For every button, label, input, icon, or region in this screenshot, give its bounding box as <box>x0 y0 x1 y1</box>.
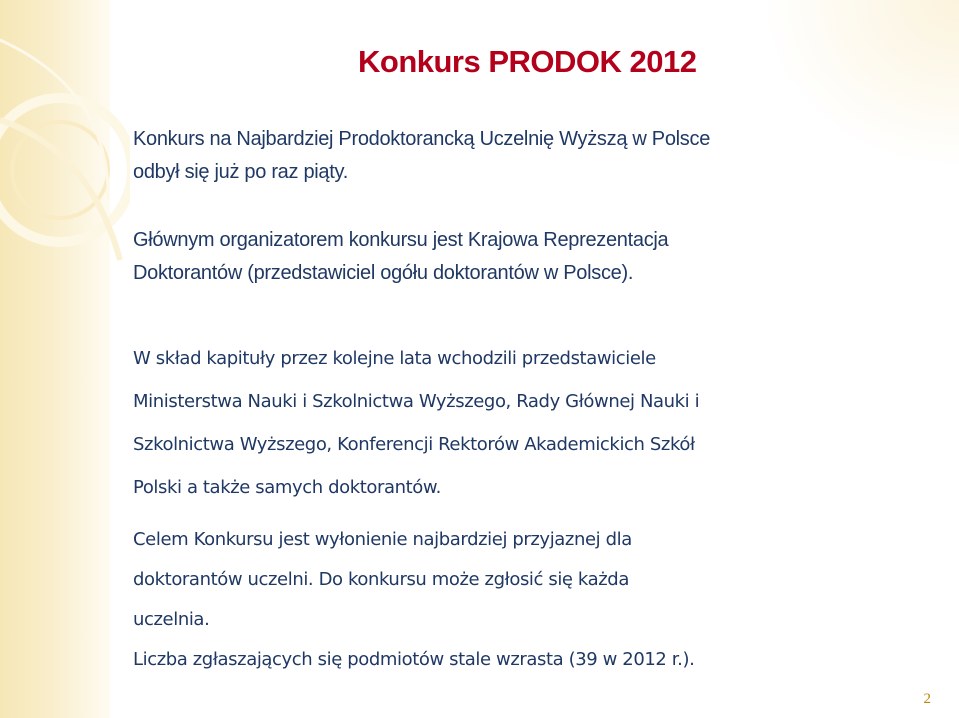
text-line: Ministerstwa Nauki i Szkolnictwa Wyższego, Rady Głównej Nauki i <box>133 391 700 412</box>
page-number: 2 <box>923 691 931 707</box>
slide-title: Konkurs PRODOK 2012 <box>358 44 697 79</box>
text-line: Polski a także samych doktorantów. <box>133 477 441 498</box>
paragraph-goal <box>133 520 632 640</box>
text-line: uczelnia. <box>133 609 210 630</box>
text-line: Konkurs na Najbardziej Prodoktorancką Uczelnię Wyższą w Polsce <box>133 128 711 150</box>
paragraph-participants <box>133 640 694 680</box>
text-line: doktorantów uczelni. Do konkursu może zgłosić się każda <box>133 569 629 590</box>
text-line: Głównym organizatorem konkursu jest Krajowa Reprezentacja <box>133 229 669 251</box>
text-line: W skład kapituły przez kolejne lata wchodzili przedstawiciele <box>133 348 656 369</box>
decorative-curves <box>0 0 130 718</box>
text-line: Liczba zgłaszających się podmiotów stale wzrasta (39 w 2012 r.). <box>133 649 695 670</box>
decorative-corner-fade <box>759 0 959 170</box>
text-line: Doktorantów (przedstawiciel ogółu doktorantów w Polsce). <box>133 262 634 284</box>
text-line: odbył się już po raz piąty. <box>133 161 348 183</box>
paragraph-jury <box>133 337 699 509</box>
paragraph-organizer <box>133 224 668 290</box>
text-line: Celem Konkursu jest wyłonienie najbardziej przyjaznej dla <box>133 529 632 550</box>
paragraph-contest-history <box>133 123 710 189</box>
text-line: Szkolnictwa Wyższego, Konferencji Rektorów Akademickich Szkół <box>133 434 695 455</box>
